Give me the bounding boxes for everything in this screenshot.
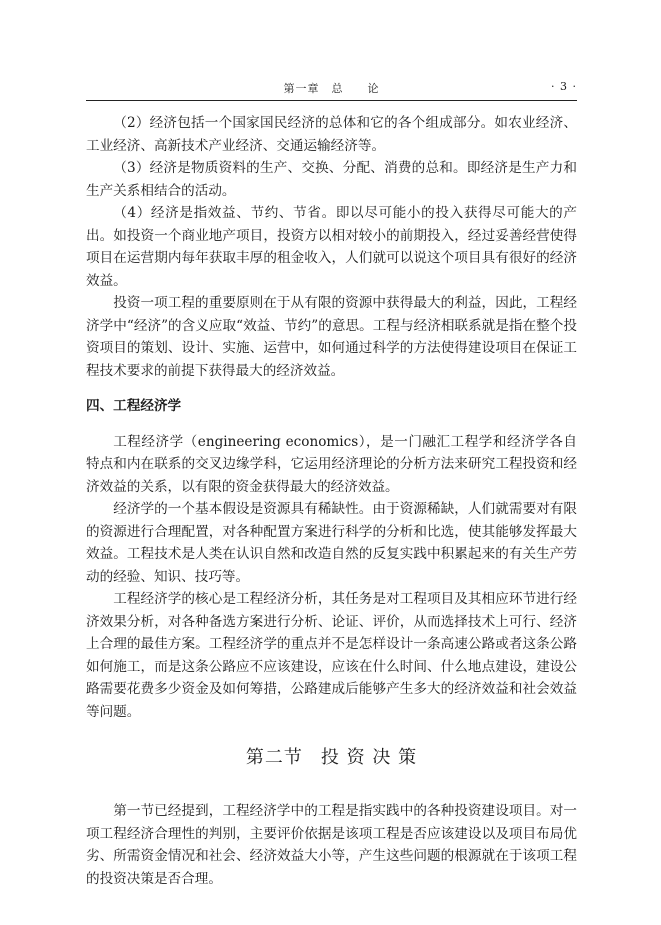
paragraph-economy-definition-2: （2）经济包括一个国家国民经济的总体和它的各个组成部分。如农业经济、工业经济、高新技术产业经济、交通运输经济等。 xyxy=(86,115,577,154)
paragraph-resource-scarcity: 经济学的一个基本假设是资源具有稀缺性。由于资源稀缺，人们就需要对有限的资源进行合理配置，对各种配置方案进行科学的分析和比选，使其能够发挥最大效益。工程技术是人类在认识自然和改造自然的反复实践中积累起来的有关生产劳动的经验、知识、技巧等。 xyxy=(86,501,577,585)
section-title xyxy=(86,745,577,771)
section-heading-engineering-economics: 四、工程经济学 xyxy=(86,398,182,414)
paragraph-engineering-economics-definition: 工程经济学（engineering economics），是一门融汇工程学和经济学各自特点和内在联系的交叉边缘学科，它运用经济理论的分析方法来研究工程投资和经济效益的关系，以有限的资金获得最大的经济效益。 xyxy=(86,433,577,495)
paragraph-investment-principle: 投资一项工程的重要原则在于从有限的资源中获得最大的利益，因此，工程经济学中“经济”的含义应取“效益、节约”的意思。工程与经济相联系就是指在整个投资项目的策划、设计、实施、运营中，如何通过科学的方法使得建设项目在保证工程技术要求的前提下获得最大的经济效益。 xyxy=(86,295,577,379)
paragraph-investment-decision-intro: 第一节已经提到，工程经济学中的工程是指实践中的各种投资建设项目。对一项工程经济合理性的判别，主要评价依据是该项工程是否应该建设以及项目布局优劣、所需资金情况和社会、经济效益大小等，产生这些问题的根源就在于该项工程的投资决策是否合理。 xyxy=(86,803,577,887)
page-header xyxy=(86,76,577,101)
section-name: 投 资 决 策 xyxy=(320,747,418,768)
paragraph-economy-definition-3: （3）经济是物质资料的生产、交换、分配、消费的总和。即经济是生产力和生产关系相结合的活动。 xyxy=(86,160,577,199)
page-number: · 3 · xyxy=(551,80,577,93)
body-text xyxy=(86,112,577,890)
running-chapter-title: 第一章 总 论 xyxy=(283,82,380,95)
section-number: 第二节 xyxy=(245,747,303,768)
paragraph-economy-definition-4: （4）经济是指效益、节约、节省。即以尽可能小的投入获得尽可能大的产出。如投资一个商业地产项目，投资方以相对较小的前期投入，经过妥善经营使得项目在运营期内每年获取丰厚的租金收入，人们就可以说这个项目具有很好的经济效益。 xyxy=(86,205,577,289)
paragraph-core-analysis: 工程经济学的核心是工程经济分析，其任务是对工程项目及其相应环节进行经济效果分析，对各种备选方案进行分析、论证、评价，从而选择技术上可行、经济上合理的最佳方案。工程经济学的重点并不是怎样设计一条高速公路或者这条公路如何施工，而是这条公路应不应该建设，应该在什么时间、什么地点建设，建设公路需要花费多少资金及如何筹措，公路建成后能够产生多大的经济效益和社会效益等问题。 xyxy=(86,591,577,720)
